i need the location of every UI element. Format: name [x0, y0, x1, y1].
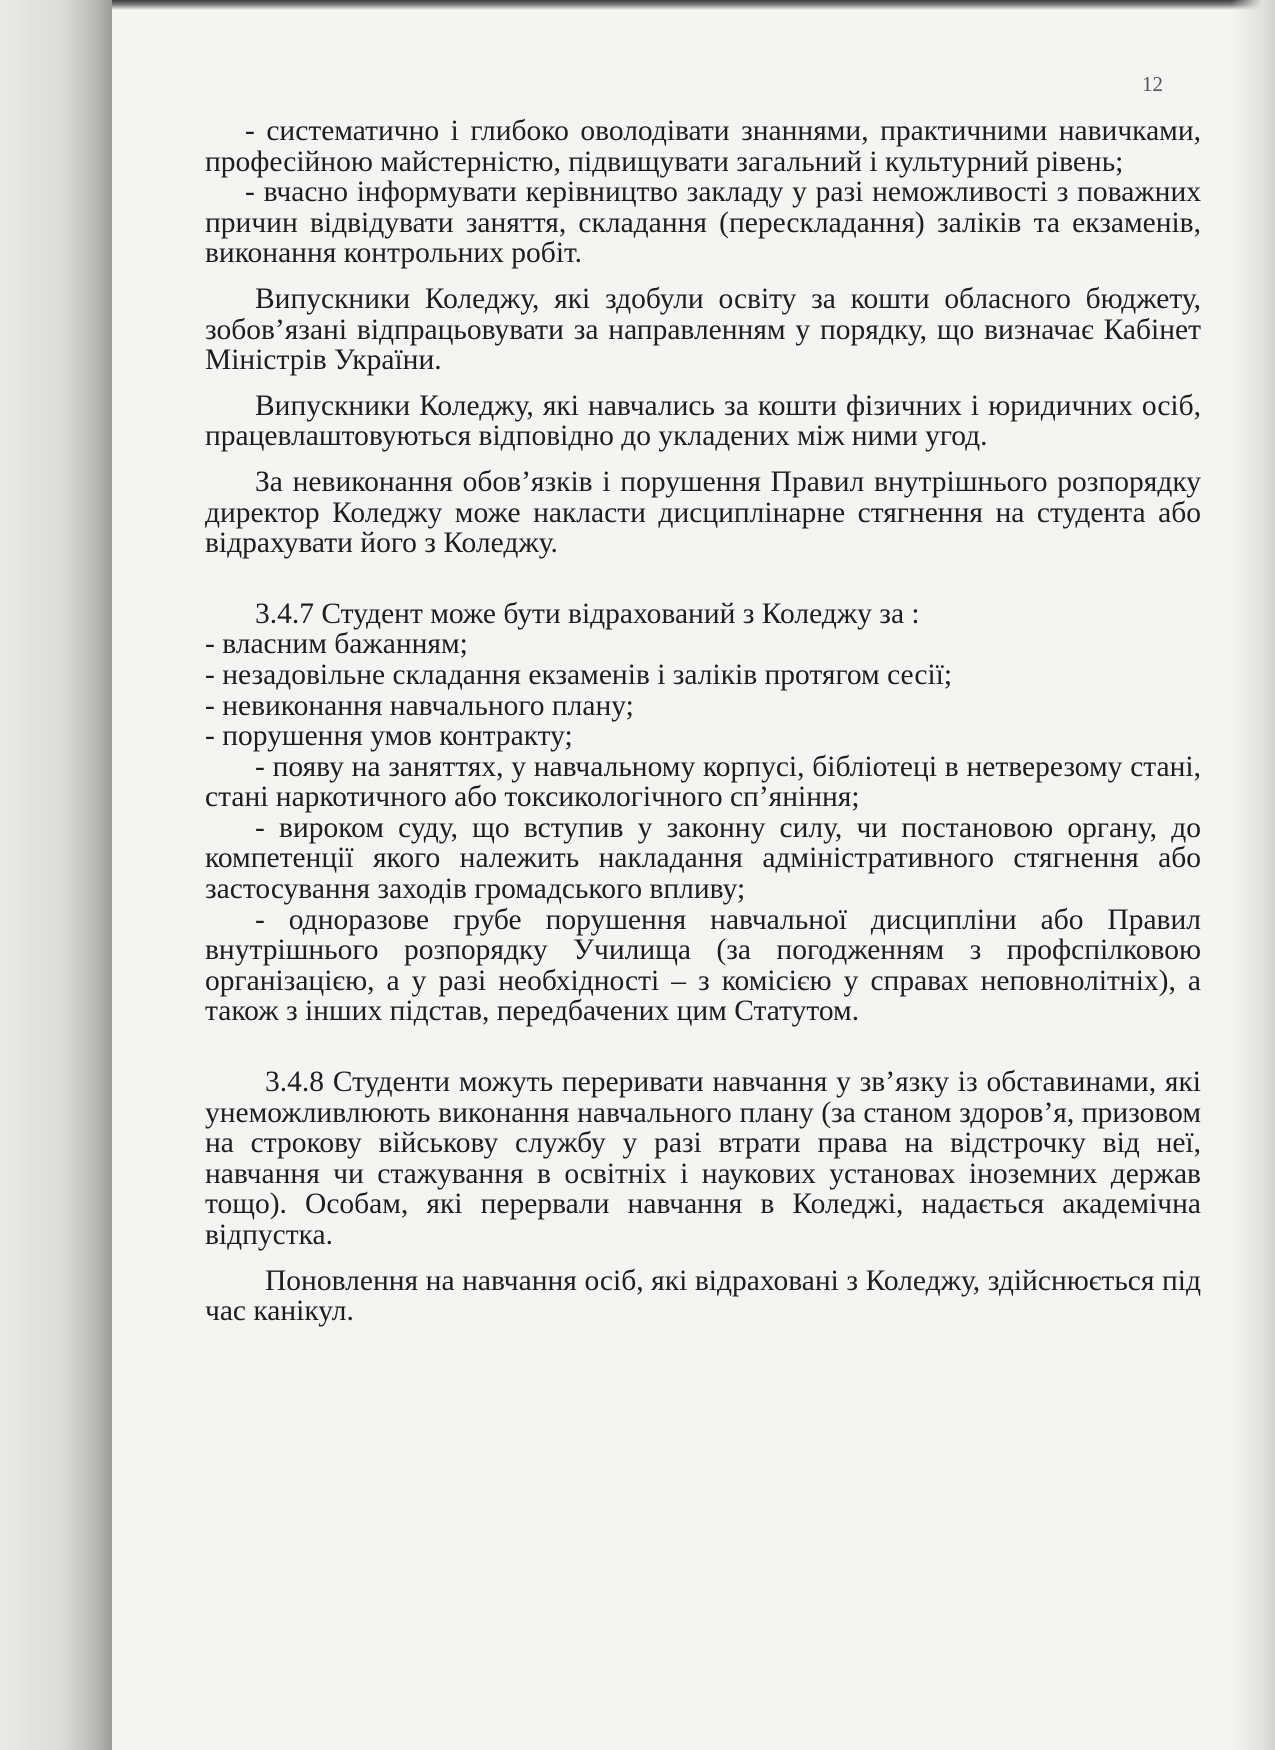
- section-3-4-7-heading: 3.4.7 Студент може бути відрахований з Коледжу за :: [255, 597, 920, 630]
- expulsion-item: - незадовільне складання екзаменів і заліків протягом сесії;: [205, 658, 953, 691]
- expulsion-item: - власним бажанням;: [205, 628, 468, 661]
- expulsion-item: - вироком суду, що вступив у законну силу, чи постановою органу, до компетенції якого належить накладання адміністративного стягнення або застосування заходів громадського впливу;: [205, 811, 1201, 906]
- paragraph-disciplinary: За невиконання обов’язків і порушення Правил внутрішнього розпорядку директор Коледжу може накласти дисциплінарне стягнення на студента або відрахувати його з Коледжу.: [205, 465, 1201, 560]
- page-number: 12: [1142, 72, 1163, 96]
- paragraph-renewal: Поновлення на навчання осіб, які відраховані з Коледжу, здійснюється під час канікул.: [205, 1264, 1201, 1328]
- expulsion-item: - появу на заняттях, у навчальному корпусі, бібліотеці в нетверезому стані, стані наркотичного або токсикологічного сп’яніння;: [205, 750, 1201, 814]
- spacer: [205, 1027, 1201, 1067]
- spacer: [205, 269, 1201, 284]
- expulsion-item: - невиконання навчального плану;: [205, 689, 634, 722]
- spacer: [205, 376, 1201, 391]
- paragraph-study-diligently: - систематично і глибоко оволодівати знаннями, практичними навичками, професійною майстерністю, підвищувати загальний і культурний рівень;: [205, 115, 1201, 178]
- paragraph-graduates-contract: Випускники Коледжу, які навчались за кошти фізичних і юридичних осіб, працевлаштовуються відповідно до укладених між ними угод.: [205, 389, 1201, 453]
- scan-right-shadow: [1231, 0, 1275, 1750]
- spacer: [205, 559, 1201, 599]
- section-3-4-8-paragraph: 3.4.8 Студенти можуть переривати навчання у зв’язку із обставинами, які унеможливлюють виконання навчального плану (за станом здоров’я, призовом на строкову військову службу у разі втрати права на відстрочку від неї, навчання чи стажування в освітніх і наукових установах іноземних держав тощо). Особам, які перервали навчання в Коледжі, надається академічна відпустка.: [205, 1066, 1201, 1251]
- expulsion-item: - порушення умов контракту;: [205, 720, 573, 753]
- expulsion-item: - одноразове грубе порушення навчальної дисципліни або Правил внутрішнього розпорядку Училища (за погодженням з профспілковою організацією, а у разі необхідності – з комісією у справах неповнолітніх), а також з інших підстав, передбачених цим Статутом.: [205, 903, 1201, 1028]
- scan-top-edge: [112, 0, 1275, 10]
- scan-left-shadow: [0, 0, 112, 1750]
- spacer: [205, 1251, 1201, 1266]
- document-body: [205, 116, 1201, 1327]
- paragraph-graduates-budget: Випускники Коледжу, які здобули освіту за кошти обласного бюджету, зобов’язані відпрацьовувати за направленням у порядку, що визначає Кабінет Міністрів України.: [205, 282, 1201, 377]
- spacer: [205, 452, 1201, 467]
- paragraph-inform-management: - вчасно інформувати керівництво закладу у разі неможливості з поважних причин відвідувати заняття, складання (перескладання) заліків та екзаменів, виконання контрольних робіт.: [205, 176, 1201, 270]
